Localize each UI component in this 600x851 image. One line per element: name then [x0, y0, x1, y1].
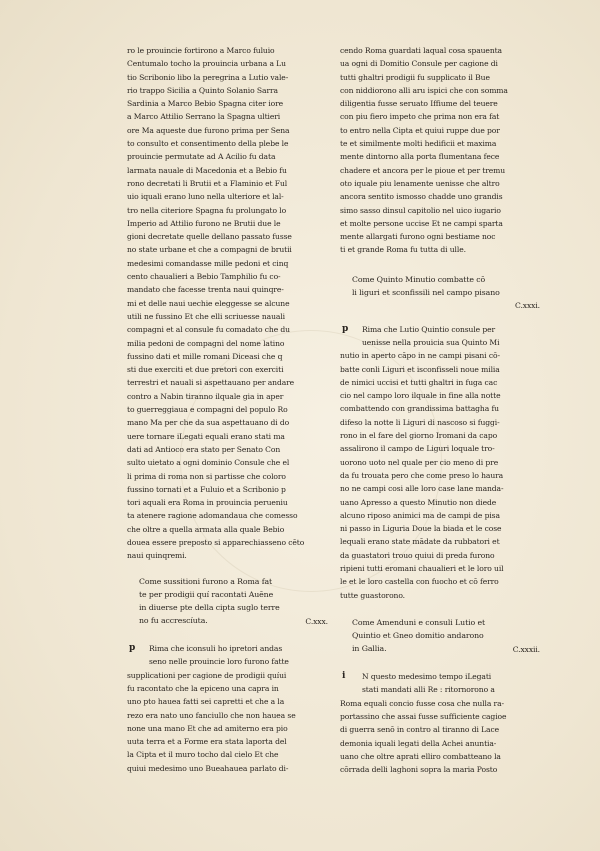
text-line: Rima che Lutio Quintio consule per [362, 324, 496, 334]
text-line: rio trappo Sicilia a Quinto Solanio Sarra [127, 85, 278, 95]
text-line: de nimici uccisi et tutti ghaltri in fuga cac [340, 377, 498, 387]
text-line: assalirono il campo de Liguri loquale tro- [340, 444, 495, 454]
text-line: Sardinia a Marco Bebio Spagna citer iore [127, 99, 284, 109]
right-column [340, 44, 546, 776]
text-line: sulto uietato a ogni dominio Consule che el [127, 458, 290, 468]
text-line: tutte guastorono. [340, 590, 405, 600]
right-initial-letter-2: p [342, 323, 349, 334]
right-initial-letter-3: i [342, 671, 346, 682]
text-line: alcuno riposo animici ma de campi de pisa [340, 510, 500, 520]
text-line: mandato che facesse trenta naui quinqre- [127, 285, 284, 295]
text-line: lequali erano state mādate da rubbatori et [340, 537, 500, 547]
text-line: to entro nella Cipta et quiui ruppe due por [340, 125, 500, 135]
text-line: oto iquale piu lenamente uenisse che altro [340, 178, 500, 188]
text-line: terrestri et nauali si aspettauano per andare [127, 378, 295, 388]
text-line: te et similmente molti hedificii et maxima [340, 139, 497, 149]
right-chapter-number-2: C.xxxii. [512, 644, 540, 654]
text-line: et molte persone uccise Et ne campi sparta [340, 218, 503, 228]
text-line: cio nel campo loro ilquale in fine alla notte [340, 391, 501, 401]
text-line: portassino che assai fusse sufficiente cagioe [340, 711, 507, 721]
text-line: cōrrada delli laghoni sopra la maria Posto [340, 765, 498, 775]
heading-line: Come Quinto Minutio combatte cō [352, 274, 486, 284]
text-line: naui quinqremi. [127, 551, 187, 561]
right-heading-1 [340, 273, 546, 300]
right-paragraph-3 [340, 670, 546, 776]
text-line: uano Apresso a questo Minutio non diede [340, 497, 497, 507]
text-line: li prima di roma non si partisse che coloro [127, 471, 286, 481]
heading-line: no fu accrescíuta. [139, 616, 208, 626]
heading-line: te per prodigii quí racontati Auēne [139, 589, 274, 599]
text-line: tio Scribonio libo la peregrina a Lutio vale- [127, 72, 289, 82]
text-line: mano Ma per che da sua aspettauano di do [127, 418, 290, 428]
text-line: con niddiorono alli aru ispici che con somma [340, 85, 508, 95]
text-line: seno nelle prouincie loro furono fatte [149, 657, 289, 667]
right-chapter-number-1: C.xxxi. [515, 301, 540, 311]
text-line: mente dintorno alla porta flumentana fece [340, 152, 500, 162]
text-line: Centumalo tocho la prouincia urbana a Lu [127, 59, 286, 69]
text-line: ua ogni di Domitio Consule per cagione di [340, 59, 498, 69]
text-line: tori aquali era Roma in prouincia perueniu [127, 498, 288, 508]
left-chapter-number-1: C.xxx. [305, 616, 328, 626]
text-line: stati mandati alli Re : ritornorono a [362, 685, 495, 695]
text-line: cento chaualieri a Bebio Tamphilio fu co- [127, 272, 281, 282]
text-line: uorono uoto nel quale per cio meno di pre [340, 457, 499, 467]
text-line: supplicationi per cagione de prodigii quíui [127, 670, 287, 680]
text-line: prouincie permutate ad A Acilio fu data [127, 152, 276, 162]
text-line: la Cipta et il muro tocho dal cielo Et che [127, 750, 279, 760]
left-initial-letter-2: p [129, 643, 136, 654]
text-line: ancora sentito ismosso chadde uno grandis [340, 192, 503, 202]
text-line: sti due exerciti et due pretori con exerciti [127, 365, 284, 375]
text-line: combattendo con grandissima battagha fu [340, 404, 499, 414]
text-line: dati ad Antioco era stato per Senato Con [127, 444, 281, 454]
text-line: rono decretati li Brutii et a Flaminio et Ful [127, 178, 288, 188]
text-line: tro nella citeriore Spagna fu prolungato lo [127, 205, 287, 215]
text-line: ti et grande Roma fu tutta di ulle. [340, 245, 466, 255]
text-line: rezo era nato uno fanciullo che non hauea se [127, 710, 296, 720]
text-line: cendo Roma guardati laqual cosa spauenta [340, 46, 502, 55]
heading-line: Come sussitioni furono a Roma fat [139, 576, 273, 586]
text-line: gioni decretate quelle dellano passato fusse [127, 232, 292, 242]
text-line: batte conli Liguri et isconfisseli noue milia [340, 364, 500, 374]
text-line: di guerra senō in contro al tiranno di Lace [340, 725, 500, 735]
right-paragraph-1 [340, 44, 546, 257]
text-line: compagni et al consule fu comadato che du [127, 325, 290, 335]
text-line: medesimi comandasse mille pedoni et cinq [127, 258, 289, 268]
text-line: ta atenere ragione adomandaua che comesso [127, 511, 298, 521]
text-line: no state urbane et che a compagni de brutii [127, 245, 292, 255]
text-line: rono in el fare del giorno Iromani da capo [340, 431, 498, 441]
text-line: Roma equali concio fusse cosa che nulla ra- [340, 698, 504, 708]
text-line: chadere et ancora per le pioue et per tremu [340, 165, 506, 175]
text-line: fu racontato che la epiceno una capra in [127, 683, 279, 693]
heading-line: in diuerse pte della cipta suglo terre [139, 603, 280, 613]
text-line: Imperio ad Attilio furono ne Brutii due le [127, 218, 281, 228]
text-line: uno pto hauea fatti sei capretti et che a la [127, 697, 285, 707]
text-line: uuta terra et a Forme era stata laporta del [127, 737, 287, 747]
left-paragraph-2 [127, 642, 334, 775]
text-line: ore Ma aqueste due furono prima per Sena [127, 125, 290, 135]
text-line: ni passo in Liguria Doue la biada et le cose [340, 524, 502, 534]
text-line: simo sasso dinsul capitolio nel uico iugario [340, 205, 501, 215]
text-line: fussino tornati et a Fuluio et a Scribonio p [127, 484, 286, 494]
left-column [127, 44, 334, 775]
text-line: uere tornare iLegati equali erano stati ma [127, 431, 285, 441]
heading-line: li liguri et sconfissili nel campo pisano [352, 288, 500, 298]
heading-line: Quintio et Gneo domitio andarono [352, 631, 484, 641]
left-paragraph-1 [127, 44, 334, 563]
text-line: diligentia fusse seruato Iffiume del teuere [340, 99, 498, 109]
text-line: difeso la notte li Liguri di nascoso si fuggi- [340, 417, 500, 427]
text-line: fussino dati et mille romani Diceasi che q [127, 351, 283, 361]
text-line: contro a Nabin tiranno ilquale gia in aper [127, 391, 284, 401]
text-line: larmata nauale di Macedonia et a Bebio fu [127, 165, 287, 175]
text-line: quiui medesimo uno Bueahauea parlato di- [127, 763, 289, 773]
text-line: none una mano Et che ad amiterno era pio [127, 723, 288, 733]
text-line: uano che oltre aprati elliro combatteano la [340, 751, 501, 761]
text-line: uenisse nella prouicia sua Quinto Mi [362, 337, 500, 347]
heading-line: Come Amenduni e consuli Lutio et [352, 617, 486, 627]
text-line: to consulto et consentimento della plebe le [127, 139, 289, 149]
text-line: tutti ghaltri prodigii fu supplicato il Bue [340, 72, 490, 82]
text-line: che oltre a quella armata alla quale Bebio [127, 524, 285, 534]
text-line: con piu fiero impeto che prima non era fat [340, 112, 500, 122]
text-line: ro le prouincie fortirono a Marco fuluio [127, 46, 275, 55]
text-line: le et le loro castella con fuocho et cō ferro [340, 577, 499, 587]
text-line: da fu trouata pero che come preso lo haura [340, 470, 504, 480]
text-line: a Marco Attilio Serrano la Spagna ultieri [127, 112, 281, 122]
text-line: N questo medesimo tempo iLegati [362, 672, 492, 682]
text-line: ripieni tutti eromani chaualieri et le loro uil [340, 563, 504, 573]
right-paragraph-2 [340, 323, 546, 602]
text-line: no ne campi cosi alle loro case lane manda- [340, 484, 504, 494]
text-line: douea essere preposto si apparechiasseno cēto [127, 537, 305, 547]
heading-line: in Gallia. [352, 644, 387, 654]
text-line: to guerreggiaua e compagni del populo Ro [127, 405, 288, 415]
text-line: nutio in aperto cāpo in ne campi pisani cō- [340, 351, 500, 361]
text-line: mente allargati furono ogni bestiame noc [340, 232, 496, 242]
text-line: utili ne fussino Et che elli scriuesse nauali [127, 311, 285, 321]
text-line: mi et delle naui uechie eleggesse se alcune [127, 298, 290, 308]
text-line: uio iquali erano luno nella ulteriore et lal- [127, 192, 284, 202]
text-line: milia pedoni de compagni del nome latino [127, 338, 285, 348]
text-line: da guastatori trouo quiui di preda furono [340, 550, 495, 560]
text-line: Rima che iconsuli ho ipretori andas [149, 644, 283, 654]
text-line: demonia iquali legati della Achei anuntia- [340, 738, 497, 748]
